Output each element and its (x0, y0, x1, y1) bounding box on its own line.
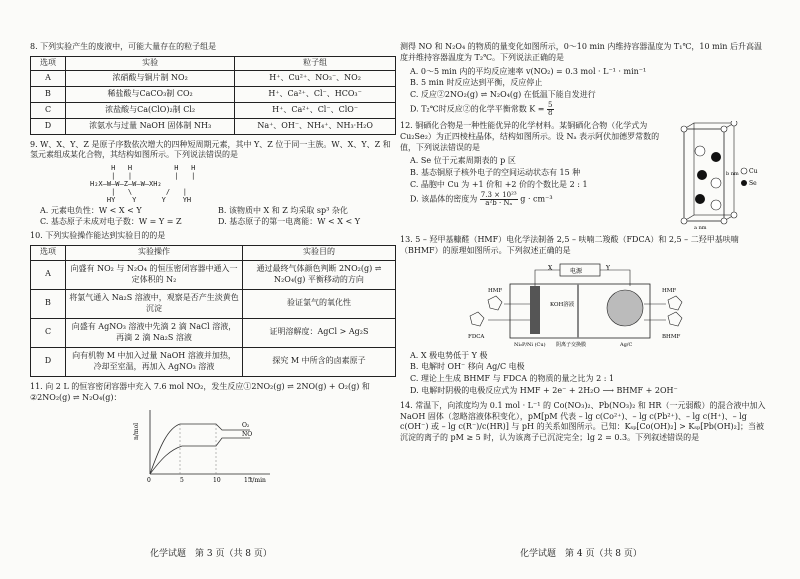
table-header: 实验操作 (66, 245, 243, 260)
table-cell: 证明溶解度：AgCl > Ag₂S (243, 318, 396, 347)
cu-atom (721, 218, 727, 224)
q11-continued: 测得 NO 和 N₂O₄ 的物质的量变化如图所示，0～10 min 内维持容器温度为 T₁℃，10 min 后升高温度并维持容器温度为 T₂℃。下列说法正确的是 (400, 42, 762, 62)
table-cell: A (31, 260, 66, 289)
fraction (480, 192, 518, 207)
right-column (400, 42, 766, 447)
fraction-denominator: 8 (548, 108, 553, 117)
label-a: a nm (694, 224, 707, 231)
cathode-electrode (607, 290, 643, 326)
q9-options-row (40, 217, 396, 228)
q12-option-a: A. Se 位于元素周期表的 p 区 (410, 156, 516, 166)
table-cell: 探究 M 中所含的卤素原子 (243, 347, 396, 376)
membrane (577, 284, 579, 338)
tick-label: 15 (244, 477, 252, 485)
table-cell: 浓氨水与过量 NaOH 固体制 NH₃ (66, 118, 235, 134)
table-cell: 将氯气通入 Na₂S 溶液中，观察是否产生淡黄色沉淀 (66, 289, 243, 318)
table-cell: B (31, 86, 66, 102)
q12-option-d (410, 192, 670, 207)
q14-stem: 14. 常温下，向浓度均为 0.1 mol · L⁻¹ 的 Co(NO₃)₂、Pb(NO₃)₂ 和 HR（一元弱酸）的混合液中加入 NaOH 固体（忽略溶液体积变化），pM[pM 代表 – lg c(Co²⁺)、– lg c(Pb²⁺)、– lg c(H⁺)、– lg c(OH⁻) 或 – lg c(R⁻)/c(HR)] 与 pH 的关系如图所示。已知：Kₛₚ[Co(OH)₂] > Kₛₚ[Pb(OH)₂]；当被沉淀的离子的 pM ≥ 5 时，认为该离子已沉淀完全；lg 2 = 0.3。下列叙述错误的是 (400, 400, 766, 443)
table-cell: A (31, 70, 66, 86)
legend-cu-icon (741, 168, 747, 174)
y-axis-label: n/mol (133, 423, 140, 441)
fraction-numerator: 5 (548, 100, 553, 109)
series-curve-lower (150, 438, 250, 474)
q12-stem: 12. 铜硒化合物是一种性能优异的化学材料。某铜硒化合物（化学式为 Cu₂Se₂）为正四棱柱晶体，结构如图所示。设 Nₐ 表示阿伏加德罗常数的值，下列说法错误的是 (400, 120, 660, 152)
struct-line: | \ / | (90, 188, 187, 197)
fraction-numerator: 7.3 × 10²³ (480, 190, 517, 199)
table-cell: C (31, 102, 66, 118)
cu-atom (681, 218, 687, 224)
q13-electrolysis-figure (430, 260, 730, 350)
q13-option-d: D. 电解时阴极的电极反应式为 HMF + 2e⁻ + 2H₂O ⟶ BHMF + 2OH⁻ (410, 385, 678, 395)
table-header: 实验目的 (243, 245, 396, 260)
q12-block (400, 121, 766, 233)
q11-option-b: B. 5 min 时反应达到平衡，反应停止 (410, 78, 543, 88)
table-cell: 向盛有 AgNO₃ 溶液中先滴 2 滴 NaCl 溶液，再滴 2 滴 Na₂S 溶液 (66, 318, 243, 347)
se-atom (695, 194, 705, 204)
bhmf-label: BHMF (662, 333, 681, 340)
table-row (31, 289, 396, 318)
table-cell: 浓盐酸与Ca(ClO)₂制 Cl₂ (66, 102, 235, 118)
label-b: b nm (726, 170, 739, 177)
ni-electrode-label: Ni₂P/Ni (Cu) (514, 341, 546, 348)
struct-line: H₂X—W—W—Z—W—W—XH₂ (90, 180, 162, 189)
q9-options-row (40, 206, 396, 217)
anode-electrode (530, 286, 540, 334)
cu-atom (681, 126, 687, 132)
cu-atom (731, 212, 737, 218)
table-cell: Na⁺、OH⁻、NH₄⁺、NH₃·H₂O (235, 118, 396, 134)
q11-option-d (410, 102, 766, 117)
q11-stem-2: ②2NO₂(g) ⇌ N₂O₄(g)： (30, 392, 122, 402)
table-row (31, 118, 396, 134)
q9-stem: 9. W、X、Y、Z 是原子序数依次增大的四种短周期元素，其中 Y、Z 位于同一主族。W、X、Y、Z 和氢元素组成某化合物，其结构如图所示。下列说法错误的是 (30, 139, 391, 160)
power-source-label: 电源 (570, 267, 583, 275)
table-cell: C (31, 318, 66, 347)
table-cell: D (31, 347, 66, 376)
membrane-label: 阴离子交换膜 (556, 341, 587, 348)
q9-option-b: B. 该物质中 X 和 Z 均采取 sp³ 杂化 (218, 206, 348, 216)
table-cell: 浓硝酸与铜片制 NO₂ (66, 70, 235, 86)
q10-stem: 10. 下列实验操作能达到实验目的的是 (30, 231, 166, 241)
se-atom (711, 152, 721, 162)
q10-table (30, 245, 396, 377)
table-cell: 向盛有 NO₂ 与 N₂O₄ 的恒压密闭容器中通入一定体积的 N₂ (66, 260, 243, 289)
footer-right: 化学试题 第 4 页（共 8 页） (520, 549, 642, 559)
q11-option-c: C. 反应②2NO₂(g) ⇌ N₂O₄(g) 在低温下能自发进行 (410, 90, 596, 100)
table-row (31, 86, 396, 102)
table-cell: H⁺、Ca²⁺、Cl⁻、HCO₃⁻ (235, 86, 396, 102)
cu-atom (711, 200, 721, 210)
q11-graph (130, 406, 280, 484)
terminal-y: Y (606, 264, 610, 272)
x-axis-label: t/min (250, 477, 266, 485)
table-cell: H⁺、Ca²⁺、Cl⁻、ClO⁻ (235, 102, 396, 118)
q9-structure-formula (90, 164, 396, 204)
cu-atom (695, 146, 705, 156)
struct-line: HY Y Y YH (90, 196, 192, 205)
hmf-label-right: HMF (662, 287, 677, 294)
q13-option-c: C. 理论上生成 BHMF 与 FDCA 的物质的量之比为 2 : 1 (410, 374, 615, 384)
table-cell: 稀盐酸与CaCO₃制 CO₂ (66, 86, 235, 102)
q12-option-c: C. 晶胞中 Cu 为 +1 价和 +2 价的个数比是 2 : 1 (410, 179, 588, 189)
table-header: 选项 (31, 56, 66, 70)
q13-option-b: B. 电解时 OH⁻ 移向 Ag/C 电极 (410, 362, 525, 372)
legend-no: NO (242, 431, 253, 439)
q13-option-a: A. X 极电势低于 Y 极 (410, 350, 488, 360)
q11-option-a: A. 0～5 min 内的平均反应速率 v(NO₂) = 0.3 mol · L⁻¹ · min⁻¹ (410, 66, 647, 76)
se-atom (697, 170, 707, 180)
tick-label: 10 (213, 477, 221, 485)
cu-atom (711, 178, 721, 188)
fraction-denominator: a²b · Nₐ (485, 198, 513, 207)
q11-option-d-text: D. T₂℃时反应②的化学平衡常数 K = (410, 104, 545, 114)
ag-electrode-label: Ag/C (620, 341, 633, 348)
koh-label: KOH溶液 (550, 301, 575, 308)
table-cell: H⁺、Cu²⁺、NO₃⁻、NO₂ (235, 70, 396, 86)
q8-table (30, 56, 396, 135)
table-cell: 验证氯气的氧化性 (243, 289, 396, 318)
q9-option-a: A. 元素电负性：W < X < Y (40, 206, 142, 216)
furan-ring-icon (488, 296, 502, 310)
table-row (31, 70, 396, 86)
q8-stem: 8. 下列实验产生的废液中，可能大量存在的粒子组是 (30, 42, 217, 51)
q12-option-d-text: D. 该晶体的密度为 (410, 194, 478, 204)
fraction (547, 102, 553, 117)
table-cell: 通过最终气体颜色判断 2NO₂(g) ⇌ N₂O₄(g) 平衡移动的方向 (243, 260, 396, 289)
q12-option-b: B. 基态铜原子核外电子的空间运动状态有 15 种 (410, 168, 581, 178)
table-header-row (31, 56, 396, 70)
fdca-label: FDCA (468, 333, 485, 340)
q11-stem-1: 11. 向 2 L 的恒容密闭容器中充入 7.6 mol NO₂，发生反应①2NO₂(g) ⇌ 2NO(g) + O₂(g) 和 (30, 381, 370, 391)
furan-ring-icon (668, 312, 682, 326)
q12-option-d-unit: g · cm⁻³ (520, 194, 553, 204)
terminal-x: X (548, 264, 553, 272)
tick-label: 0 (147, 477, 151, 485)
footer-left: 化学试题 第 3 页（共 8 页） (150, 549, 272, 559)
legend-se-label: Se (749, 179, 757, 187)
q9-option-c: C. 基态原子未成对电子数：W = Y = Z (40, 217, 182, 227)
left-column (30, 42, 396, 484)
table-header: 粒子组 (235, 56, 396, 70)
tick-label: 5 (180, 477, 184, 485)
table-row (31, 318, 396, 347)
table-cell: B (31, 289, 66, 318)
table-cell: D (31, 118, 66, 134)
q12-text (400, 121, 670, 233)
q13-stem: 13. 5 – 羟甲基糠醛（HMF）电化学法制备 2,5 – 呋喃二羧酸（FDCA）和 2,5 – 二羟甲基呋喃（BHMF）的原理如图所示。下列叙述正确的是 (400, 234, 739, 255)
furan-ring-icon (470, 312, 484, 326)
q9-option-d: D. 基态原子的第一电离能：W < X < Y (218, 217, 360, 227)
legend-o2: O₂ (242, 422, 250, 430)
table-row (31, 260, 396, 289)
struct-line: | | | | (90, 172, 196, 181)
hmf-label-left: HMF (488, 287, 503, 294)
furan-ring-icon (668, 296, 682, 310)
table-row (31, 102, 396, 118)
table-row (31, 347, 396, 376)
q12-crystal-cell-figure (670, 121, 762, 233)
table-cell: 向有机物 M 中加入过量 NaOH 溶液并加热，冷却至室温，再加入 AgNO₃ 溶液 (66, 347, 243, 376)
cu-atom (731, 121, 737, 126)
struct-line: H H H H (90, 164, 196, 173)
legend-cu-label: Cu (749, 167, 758, 175)
table-header-row (31, 245, 396, 260)
legend-se-icon (741, 180, 747, 186)
series-curve-upper (150, 424, 253, 474)
table-header: 选项 (31, 245, 66, 260)
cu-atom (721, 126, 727, 132)
table-header: 实验 (66, 56, 235, 70)
